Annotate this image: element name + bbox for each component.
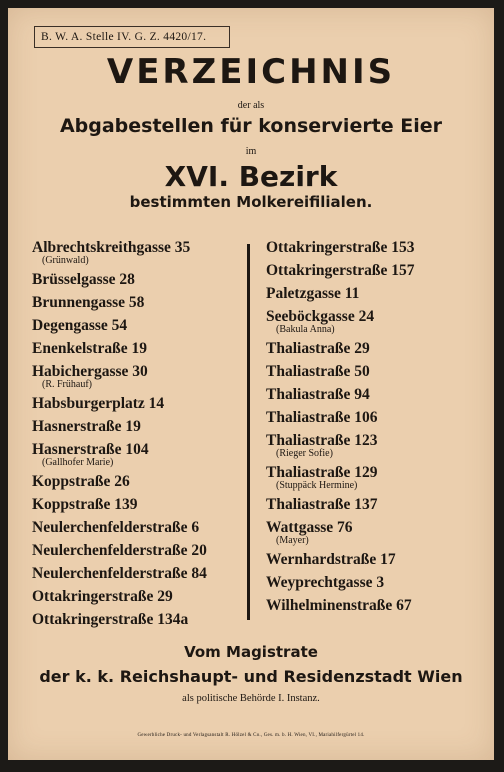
street-address: Brunnengasse 58 [32, 294, 145, 311]
street-address: Neulerchenfelderstraße 20 [32, 542, 207, 559]
street-address: Thaliastraße 123 [266, 432, 378, 449]
street-address: Thaliastraße 94 [266, 386, 370, 403]
street-address: Ottakringerstraße 153 [266, 239, 415, 256]
address-entry [266, 495, 488, 514]
street-address: Degengasse 54 [32, 317, 128, 334]
address-entry [266, 284, 488, 303]
district-heading: XVI. Bezirk [164, 160, 338, 193]
address-entry [266, 431, 488, 459]
column-divider [247, 244, 250, 620]
street-address: Thaliastraße 50 [266, 363, 370, 380]
subtitle: Abgabestellen für konservierte Eier [59, 115, 443, 137]
shop-keeper-note: (Rieger Sofie) [276, 448, 333, 459]
printer-imprint: Gewerbliche Druck- und Verlagsanstalt R. Hölzel & Co., Ges. m. b. H. Wien, VI., Mariahilfergürtel 14. [137, 733, 365, 738]
street-address: Seeböckgasse 24 [266, 308, 375, 325]
street-address: Thaliastraße 129 [266, 464, 378, 481]
street-address: Wernhardstraße 17 [266, 551, 396, 568]
address-entry [32, 362, 247, 390]
left-address-column [32, 238, 247, 633]
street-address: Thaliastraße 106 [266, 409, 378, 426]
address-entry [266, 238, 488, 257]
address-entry [32, 472, 247, 491]
street-address: Ottakringerstraße 134a [32, 611, 189, 628]
address-entry [266, 261, 488, 280]
shop-keeper-note: (Stuppäck Hermine) [276, 480, 358, 491]
address-entry [32, 440, 247, 468]
right-address-column [266, 238, 488, 619]
address-entry [32, 293, 247, 312]
street-address: Koppstraße 139 [32, 496, 138, 513]
address-entry [266, 550, 488, 569]
street-address: Weyprechtgasse 3 [266, 574, 385, 591]
shop-keeper-note: (Gallhofer Marie) [42, 457, 114, 468]
reference-box: B. W. A. Stelle IV. G. Z. 4420/17. [34, 26, 230, 48]
footer-instance: als politische Behörde I. Instanz. [182, 693, 320, 704]
shop-keeper-note: (Grünwald) [42, 255, 89, 266]
street-address: Enenkelstraße 19 [32, 340, 147, 357]
address-entry [32, 541, 247, 560]
street-address: Wattgasse 76 [266, 519, 353, 536]
address-entry [266, 339, 488, 358]
address-entry [266, 463, 488, 491]
shop-keeper-note: (R. Frühauf) [42, 379, 92, 390]
street-address: Paletzgasse 11 [266, 285, 360, 302]
subtitle-secondary: bestimmten Molkereifilialen. [129, 193, 373, 211]
address-entry [32, 394, 247, 413]
address-entry [32, 238, 247, 266]
address-entry [32, 495, 247, 514]
address-entry [266, 573, 488, 592]
page-title: VERZEICHNIS [106, 52, 396, 92]
street-address: Ottakringerstraße 157 [266, 262, 415, 279]
address-entry [32, 518, 247, 537]
shop-keeper-note: (Mayer) [276, 535, 309, 546]
poster-sheet [8, 8, 494, 760]
address-entry [32, 564, 247, 583]
street-address: Ottakringerstraße 29 [32, 588, 173, 605]
street-address: Thaliastraße 137 [266, 496, 378, 513]
address-entry [266, 385, 488, 404]
address-entry [266, 307, 488, 335]
address-entry [32, 587, 247, 606]
address-entry [32, 610, 247, 629]
street-address: Brüsselgasse 28 [32, 271, 135, 288]
address-entry [266, 362, 488, 381]
street-address: Neulerchenfelderstraße 84 [32, 565, 207, 582]
street-address: Albrechtskreithgasse 35 [32, 239, 191, 256]
address-entry [32, 339, 247, 358]
address-entry [266, 596, 488, 615]
address-entry [266, 408, 488, 427]
footer-authority: der k. k. Reichshaupt- und Residenzstadt Wien [39, 667, 463, 686]
street-address: Hasnerstraße 19 [32, 418, 141, 435]
street-address: Wilhelminenstraße 67 [266, 597, 412, 614]
street-address: Thaliastraße 29 [266, 340, 370, 357]
street-address: Koppstraße 26 [32, 473, 130, 490]
der-als-text: der als [237, 100, 265, 111]
address-entry [32, 270, 247, 289]
im-text: im [245, 146, 257, 157]
shop-keeper-note: (Bakula Anna) [276, 324, 335, 335]
street-address: Neulerchenfelderstraße 6 [32, 519, 200, 536]
street-address: Habsburgerplatz 14 [32, 395, 165, 412]
address-entry [32, 316, 247, 335]
street-address: Hasnerstraße 104 [32, 441, 149, 458]
street-address: Habichergasse 30 [32, 363, 148, 380]
address-entry [32, 417, 247, 436]
address-entry [266, 518, 488, 546]
footer-issuer: Vom Magistrate [184, 643, 318, 661]
